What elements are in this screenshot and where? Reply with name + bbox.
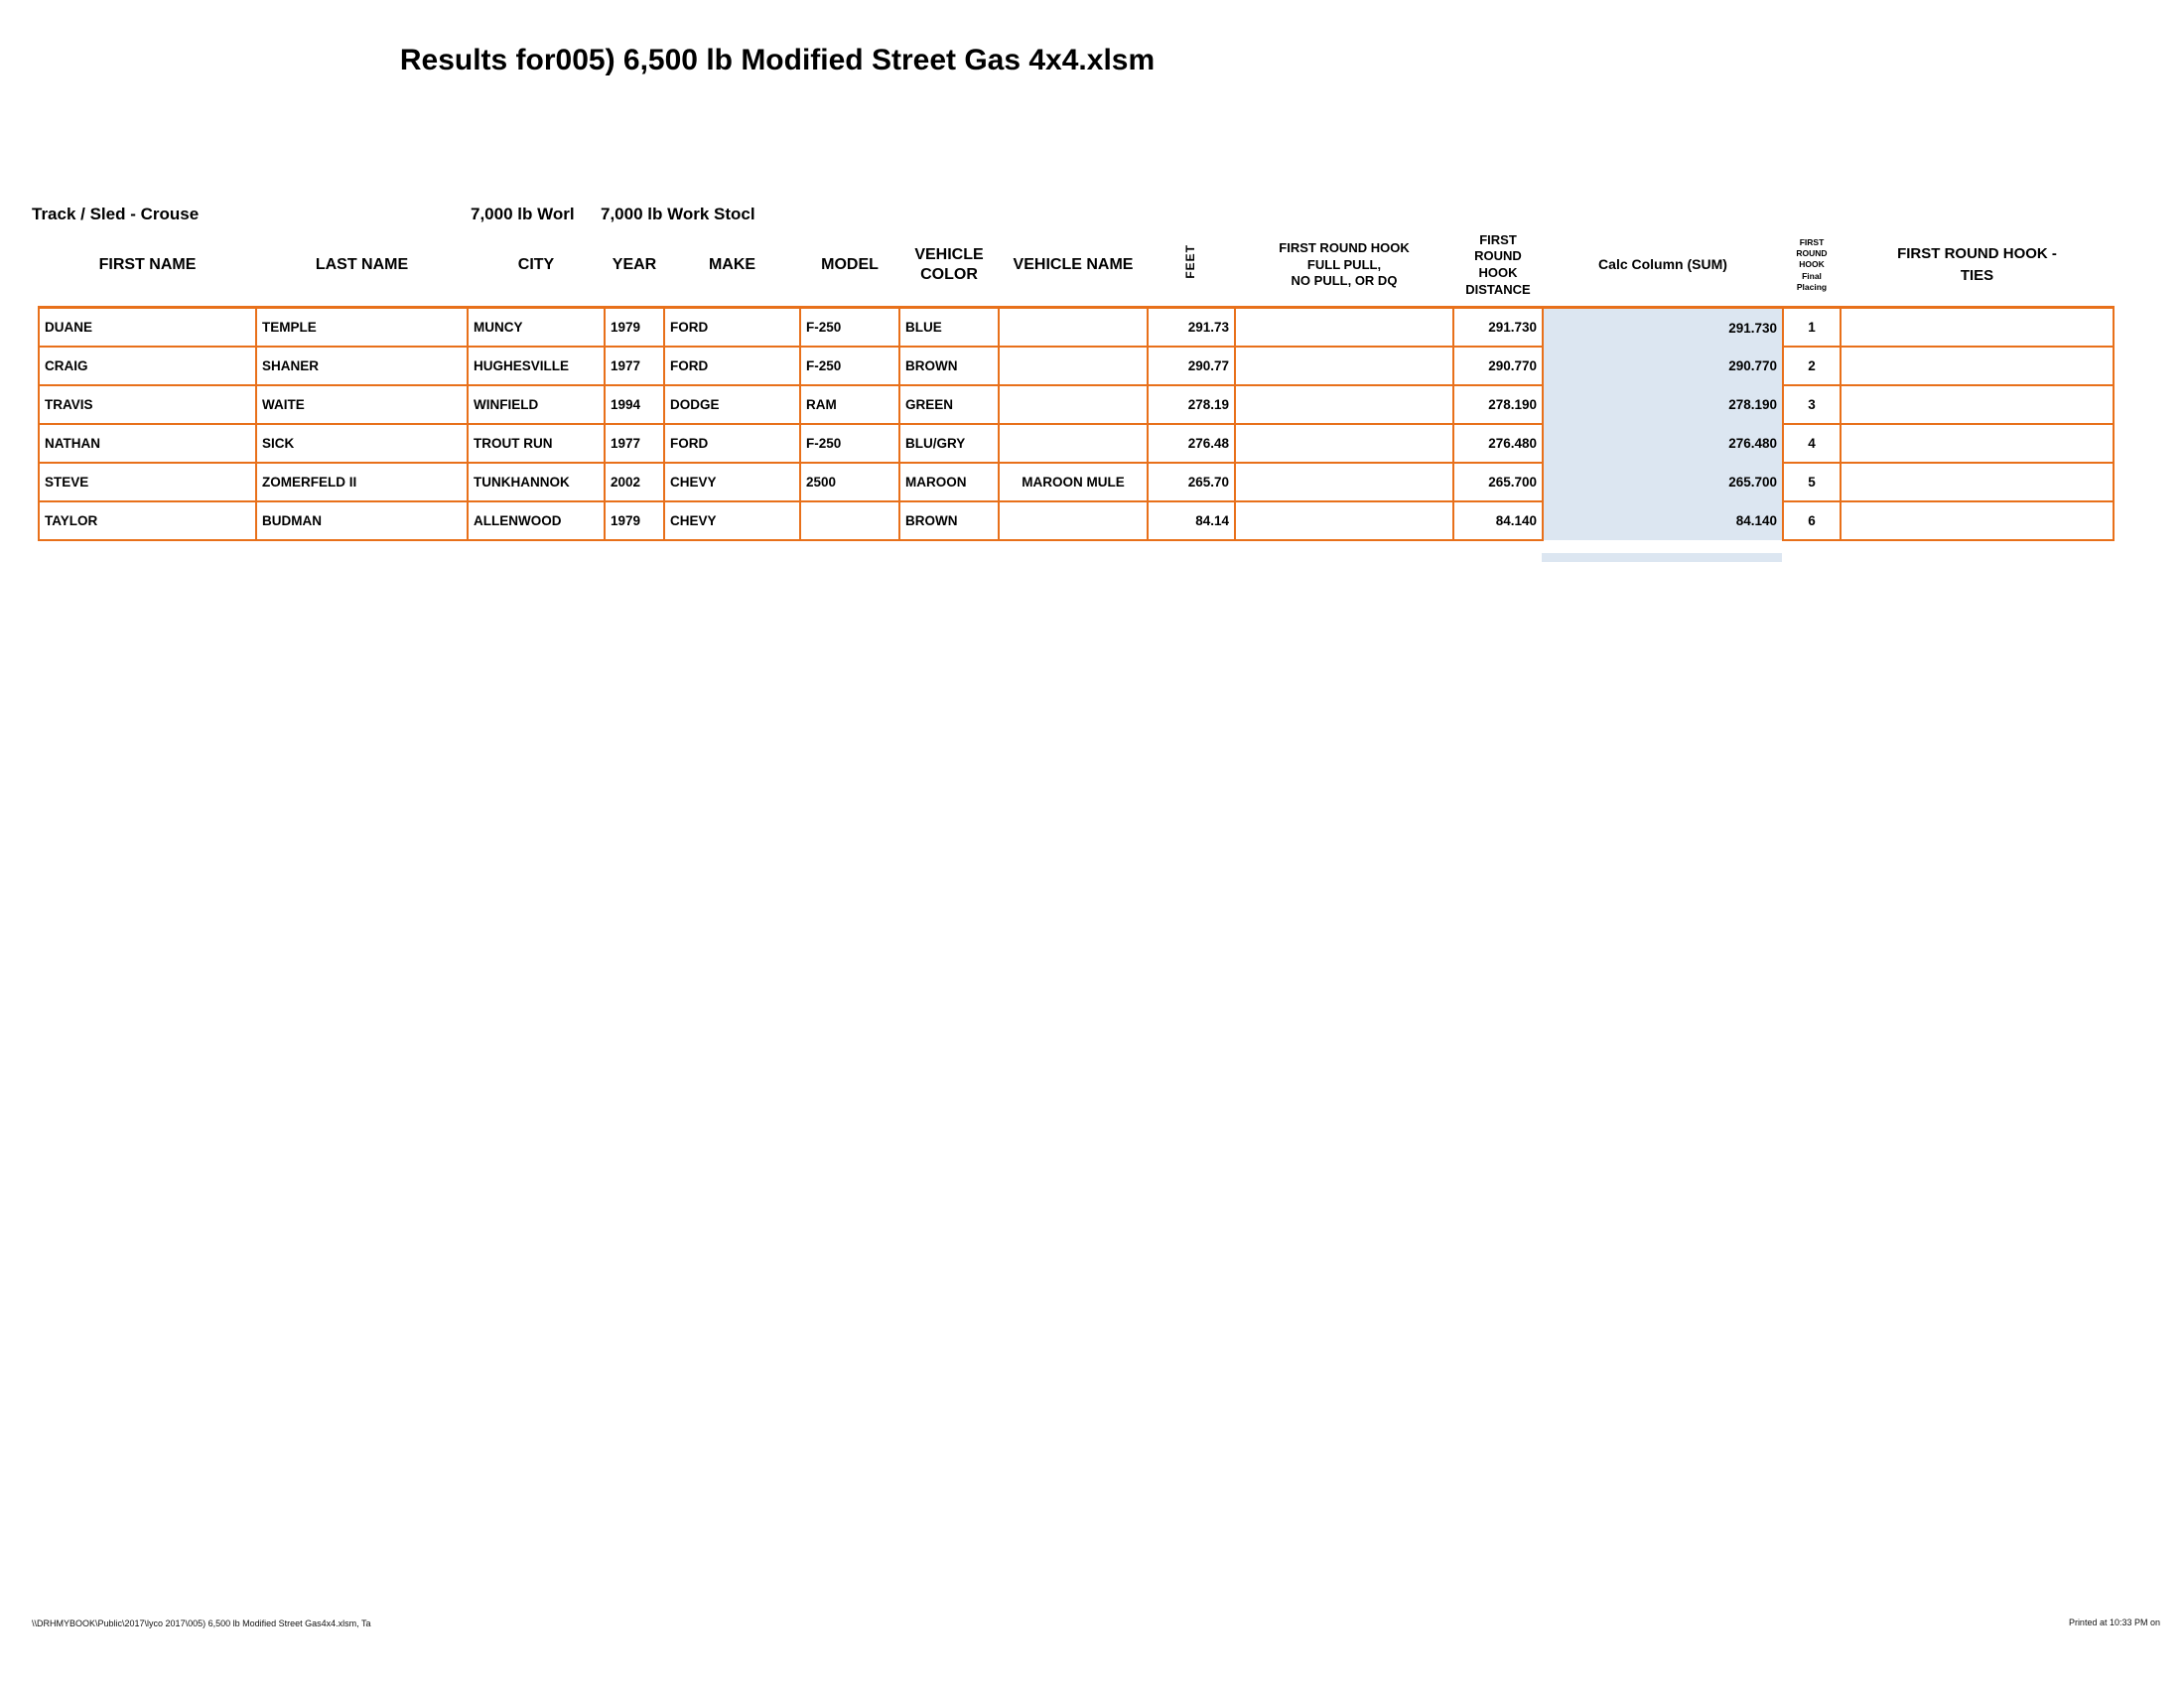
cell-vehicle-name: MAROON MULE	[999, 463, 1148, 501]
cell-ties	[1841, 501, 2114, 540]
cell-make: CHEVY	[664, 501, 800, 540]
rotated-header-label: FEET	[1183, 244, 1198, 280]
cell-distance: 291.730	[1453, 308, 1543, 348]
cell-distance: 265.700	[1453, 463, 1543, 501]
cell-year: 1977	[605, 424, 664, 463]
cell-vehicle-name	[999, 424, 1148, 463]
column-header-city: CITY	[468, 224, 605, 308]
cell-last-name: WAITE	[256, 385, 468, 424]
cell-make: FORD	[664, 347, 800, 385]
cell-first-name: NATHAN	[39, 424, 256, 463]
cell-feet: 291.73	[1148, 308, 1235, 348]
table-row	[39, 347, 2114, 385]
cell-distance: 290.770	[1453, 347, 1543, 385]
cell-first-name: CRAIG	[39, 347, 256, 385]
calc-column-fill-extension	[1542, 553, 1782, 562]
cell-first-name: TAYLOR	[39, 501, 256, 540]
class-weight-cell-2: 7,000 lb Work Stocl	[601, 205, 755, 223]
cell-city: MUNCY	[468, 308, 605, 348]
header-row	[39, 224, 2114, 308]
column-header-last-name: LAST NAME	[256, 224, 468, 308]
column-header-ties: FIRST ROUND HOOK - TIES	[1841, 224, 2114, 308]
cell-placing: 5	[1783, 463, 1841, 501]
cell-last-name: SICK	[256, 424, 468, 463]
column-header-model: MODEL	[800, 224, 899, 308]
column-header-vehicle-color: VEHICLE COLOR	[899, 224, 999, 308]
column-header-calc: Calc Column (SUM)	[1543, 224, 1783, 308]
cell-year: 1979	[605, 308, 664, 348]
cell-vehicle-color: BLU/GRY	[899, 424, 999, 463]
table-row	[39, 385, 2114, 424]
cell-placing: 6	[1783, 501, 1841, 540]
page-title: Results for005) 6,500 lb Modified Street Gas 4x4.xlsm	[399, 44, 1156, 76]
column-header-make: MAKE	[664, 224, 800, 308]
cell-city: TROUT RUN	[468, 424, 605, 463]
results-table	[38, 224, 2115, 541]
cell-feet: 276.48	[1148, 424, 1235, 463]
cell-city: HUGHESVILLE	[468, 347, 605, 385]
cell-placing: 1	[1783, 308, 1841, 348]
cell-vehicle-color: BROWN	[899, 501, 999, 540]
cell-ties	[1841, 347, 2114, 385]
cell-distance: 84.140	[1453, 501, 1543, 540]
table-row	[39, 424, 2114, 463]
cell-calc: 290.770	[1543, 347, 1783, 385]
cell-last-name: TEMPLE	[256, 308, 468, 348]
cell-feet: 265.70	[1148, 463, 1235, 501]
cell-calc: 265.700	[1543, 463, 1783, 501]
cell-full-pull	[1235, 463, 1453, 501]
cell-vehicle-color: MAROON	[899, 463, 999, 501]
cell-feet: 84.14	[1148, 501, 1235, 540]
results-tbody	[39, 308, 2114, 541]
cell-year: 2002	[605, 463, 664, 501]
cell-year: 1977	[605, 347, 664, 385]
cell-full-pull	[1235, 501, 1453, 540]
column-header-placing: FIRST ROUND HOOK Final Placing	[1783, 224, 1841, 308]
cell-model: F-250	[800, 347, 899, 385]
results-thead	[39, 224, 2114, 308]
results-sheet	[38, 224, 2115, 541]
cell-calc: 84.140	[1543, 501, 1783, 540]
cell-model: RAM	[800, 385, 899, 424]
cell-vehicle-color: BROWN	[899, 347, 999, 385]
cell-vehicle-name	[999, 385, 1148, 424]
column-header-full-pull: FIRST ROUND HOOK FULL PULL, NO PULL, OR DQ	[1235, 224, 1453, 308]
column-header-feet	[1148, 224, 1235, 308]
footer-printed-at: Printed at 10:33 PM on	[2068, 1618, 2160, 1627]
table-row	[39, 463, 2114, 501]
cell-calc: 278.190	[1543, 385, 1783, 424]
cell-vehicle-name	[999, 308, 1148, 348]
cell-feet: 290.77	[1148, 347, 1235, 385]
cell-first-name: DUANE	[39, 308, 256, 348]
column-header-year: YEAR	[605, 224, 664, 308]
cell-vehicle-name	[999, 501, 1148, 540]
cell-first-name: TRAVIS	[39, 385, 256, 424]
cell-year: 1994	[605, 385, 664, 424]
cell-model	[800, 501, 899, 540]
cell-full-pull	[1235, 308, 1453, 348]
cell-full-pull	[1235, 347, 1453, 385]
cell-full-pull	[1235, 424, 1453, 463]
cell-ties	[1841, 308, 2114, 348]
cell-last-name: BUDMAN	[256, 501, 468, 540]
cell-ties	[1841, 424, 2114, 463]
track-sled-label: Track / Sled - Crouse	[32, 205, 200, 223]
cell-city: TUNKHANNOK	[468, 463, 605, 501]
cell-full-pull	[1235, 385, 1453, 424]
cell-last-name: SHANER	[256, 347, 468, 385]
cell-distance: 278.190	[1453, 385, 1543, 424]
cell-make: CHEVY	[664, 463, 800, 501]
cell-ties	[1841, 385, 2114, 424]
cell-placing: 4	[1783, 424, 1841, 463]
column-header-vehicle-name: VEHICLE NAME	[999, 224, 1148, 308]
footer-file-path: \\DRHMYBOOK\Public\2017\lyco 2017\005) 6,500 lb Modified Street Gas4x4.xlsm, Ta	[32, 1618, 371, 1628]
class-weight-cell-1: 7,000 lb Worl	[471, 205, 575, 223]
cell-make: FORD	[664, 424, 800, 463]
cell-vehicle-color: BLUE	[899, 308, 999, 348]
cell-make: FORD	[664, 308, 800, 348]
cell-placing: 3	[1783, 385, 1841, 424]
cell-calc: 276.480	[1543, 424, 1783, 463]
cell-distance: 276.480	[1453, 424, 1543, 463]
cell-calc: 291.730	[1543, 308, 1783, 348]
cell-year: 1979	[605, 501, 664, 540]
cell-city: WINFIELD	[468, 385, 605, 424]
column-header-distance: FIRST ROUND HOOK DISTANCE	[1453, 224, 1543, 308]
table-row	[39, 308, 2114, 348]
cell-vehicle-color: GREEN	[899, 385, 999, 424]
cell-first-name: STEVE	[39, 463, 256, 501]
table-row	[39, 501, 2114, 540]
cell-ties	[1841, 463, 2114, 501]
cell-model: F-250	[800, 308, 899, 348]
cell-last-name: ZOMERFELD II	[256, 463, 468, 501]
cell-model: F-250	[800, 424, 899, 463]
cell-feet: 278.19	[1148, 385, 1235, 424]
cell-vehicle-name	[999, 347, 1148, 385]
cell-model: 2500	[800, 463, 899, 501]
cell-placing: 2	[1783, 347, 1841, 385]
column-header-first-name: FIRST NAME	[39, 224, 256, 308]
cell-make: DODGE	[664, 385, 800, 424]
cell-city: ALLENWOOD	[468, 501, 605, 540]
